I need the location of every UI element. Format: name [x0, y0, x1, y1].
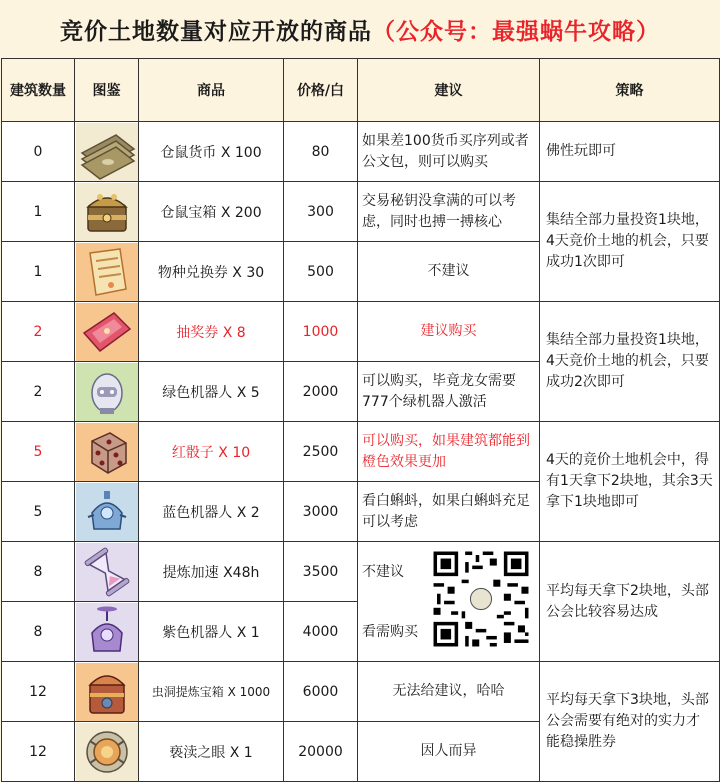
blue-robot-icon	[76, 483, 138, 541]
title-main: 竞价土地数量对应开放的商品	[60, 18, 372, 45]
wormhole-chest-icon	[76, 663, 138, 721]
table-row	[2, 182, 720, 242]
item-suggestion: 交易秘钥没拿满的可以考虑，同时也搏一搏核心	[358, 182, 540, 242]
building-count: 1	[2, 182, 75, 242]
lottery-ticket-icon	[76, 303, 138, 361]
item-name: 仓鼠宝箱 X 200	[139, 182, 284, 242]
strategy-cell: 集结全部力量投资1块地，4天竞价土地的机会，只要成功2次即可	[540, 302, 720, 422]
building-count: 8	[2, 602, 75, 662]
header-building-count: 建筑数量	[2, 59, 75, 122]
item-price: 500	[284, 242, 358, 302]
item-name: 绿色机器人 X 5	[139, 362, 284, 422]
item-suggestion: 可以购买，如果建筑都能到橙色效果更加	[358, 422, 540, 482]
item-name: 紫色机器人 X 1	[139, 602, 284, 662]
building-count: 12	[2, 722, 75, 782]
item-suggestion: 建议购买	[358, 302, 540, 362]
strategy-cell: 平均每天拿下2块地，头部公会比较容易达成	[540, 542, 720, 662]
strategy-cell: 佛性玩即可	[540, 122, 720, 182]
item-suggestion: 不建议	[358, 242, 540, 302]
red-dice-icon	[76, 423, 138, 481]
table-row	[2, 542, 720, 602]
item-name: 抽奖券 X 8	[139, 302, 284, 362]
item-name: 红骰子 X 10	[139, 422, 284, 482]
building-count: 2	[2, 362, 75, 422]
building-count: 5	[2, 422, 75, 482]
header-price: 价格/白	[284, 59, 358, 122]
item-price: 20000	[284, 722, 358, 782]
item-suggestion: 因人而异	[358, 722, 540, 782]
item-suggestion: 如果差100货币买序列或者公文包，则可以购买	[358, 122, 540, 182]
profane-eye-icon	[76, 723, 138, 781]
item-suggestion: 不建议	[362, 564, 404, 580]
item-price: 1000	[284, 302, 358, 362]
goods-table	[1, 58, 720, 782]
table-row	[2, 302, 720, 362]
item-price: 2500	[284, 422, 358, 482]
strategy-cell: 集结全部力量投资1块地，4天竞价土地的机会，只要成功1次即可	[540, 182, 720, 302]
building-count: 1	[2, 242, 75, 302]
building-count: 5	[2, 482, 75, 542]
item-price: 3500	[284, 542, 358, 602]
table-header-row	[2, 59, 720, 122]
item-suggestion: 看需购买	[362, 624, 418, 640]
item-price: 80	[284, 122, 358, 182]
building-count: 12	[2, 662, 75, 722]
item-name: 虫洞提炼宝箱 X 1000	[139, 662, 284, 722]
item-price: 3000	[284, 482, 358, 542]
item-price: 300	[284, 182, 358, 242]
header-illustration: 图鉴	[75, 59, 139, 122]
item-name: 提炼加速 X48h	[139, 542, 284, 602]
exchange-voucher-icon	[76, 243, 138, 301]
page-title	[0, 0, 720, 58]
item-price: 4000	[284, 602, 358, 662]
qr-code-icon	[430, 548, 532, 650]
hourglass-icon	[76, 543, 138, 601]
title-paren-close: ）	[636, 18, 660, 45]
money-stack-icon	[76, 123, 138, 181]
item-name: 仓鼠货币 X 100	[139, 122, 284, 182]
building-count: 0	[2, 122, 75, 182]
header-suggestion: 建议	[358, 59, 540, 122]
item-price: 6000	[284, 662, 358, 722]
item-suggestion: 可以购买，毕竟龙女需要777个绿机器人激活	[358, 362, 540, 422]
item-suggestion: 无法给建议，哈哈	[358, 662, 540, 722]
treasure-chest-icon	[76, 183, 138, 241]
table-row	[2, 662, 720, 722]
header-item: 商品	[139, 59, 284, 122]
table-row	[2, 422, 720, 482]
item-price: 2000	[284, 362, 358, 422]
header-strategy: 策略	[540, 59, 720, 122]
purple-robot-icon	[76, 603, 138, 661]
building-count: 8	[2, 542, 75, 602]
item-suggestion: 看白蝌蚪，如果白蝌蚪充足可以考虑	[358, 482, 540, 542]
table-row	[2, 122, 720, 182]
strategy-cell: 平均每天拿下3块地，头部公会需要有绝对的实力才能稳操胜券	[540, 662, 720, 782]
strategy-cell: 4天的竞价土地机会中，得有1天拿下2块地，其余3天拿下1块地即可	[540, 422, 720, 542]
item-name: 蓝色机器人 X 2	[139, 482, 284, 542]
item-name: 物种兑换券 X 30	[139, 242, 284, 302]
building-count: 2	[2, 302, 75, 362]
green-robot-icon	[76, 363, 138, 421]
item-name: 亵渎之眼 X 1	[139, 722, 284, 782]
title-account: 公众号：最强蜗牛攻略	[396, 18, 636, 45]
title-paren-open: （	[372, 18, 396, 45]
